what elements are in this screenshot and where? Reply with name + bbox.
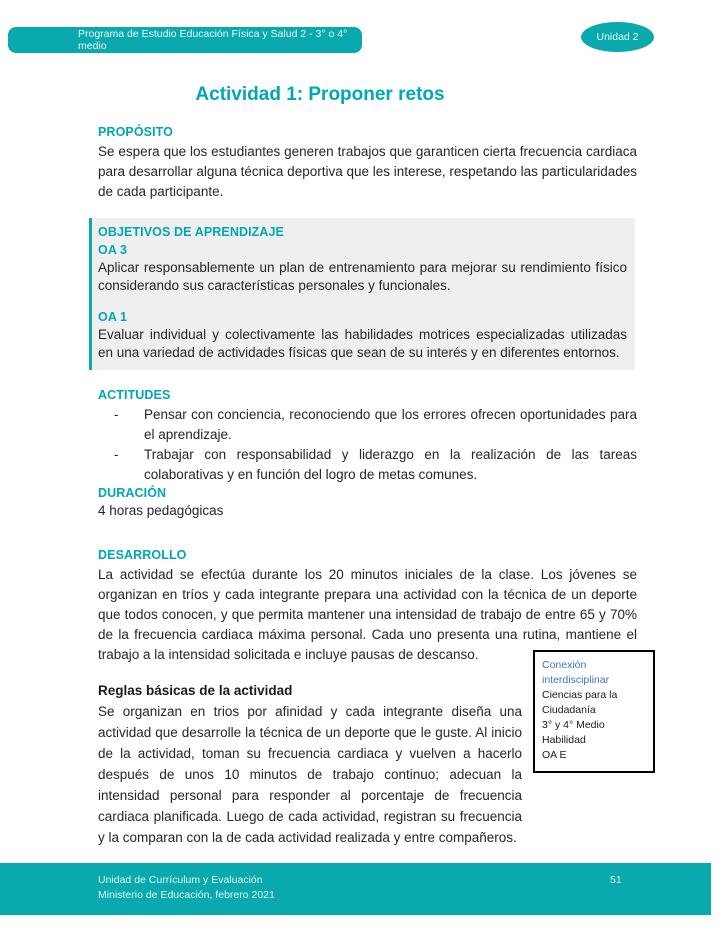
actitud-text: Pensar con conciencia, reconociendo que los errores ofrecen oportunidades para el aprendizaje. — [144, 407, 637, 442]
conexion-title: Conexión interdisciplinar — [542, 659, 610, 686]
header-program-label: Programa de Estudio Educación Física y Salud 2 - 3° o 4° medio — [78, 28, 348, 52]
header-unit-label: Unidad 2 — [596, 31, 639, 43]
footer-org-line1: Unidad de Currículum y Evaluación — [98, 874, 263, 886]
desarrollo-text: La actividad se efectúa durante los 20 minutos iniciales de la clase. Los jóvenes se organizan en tríos y cada integrante prepara una actividad con la técnica de un deporte que todos conocen, y que permita mantener una intensidad de trabajo de entre 65 y 70% de la frecuencia cardiaca máxima personal. Cada uno presenta una rutina, mantiene el trabajo a la intensidad solicitada e incluye pausas de descanso. — [98, 567, 637, 662]
actitudes-heading: ACTITUDES — [98, 388, 171, 402]
page-number: 51 — [610, 874, 622, 886]
footer-org — [98, 873, 275, 902]
actitud-text: Trabajar con responsabilidad y liderazgo en la realización de las tareas colaborativas y en función del logro de metas comunes. — [144, 447, 637, 482]
objetivo-text: Aplicar responsablemente un plan de entrenamiento para mejorar su rendimiento físico considerando sus características personales y funcionales. — [98, 260, 627, 293]
objetivo-code: OA 1 — [98, 310, 128, 324]
footer-org-line2: Ministerio de Educación, febrero 2021 — [98, 888, 275, 901]
footer-bar — [0, 863, 711, 915]
objetivo-text: Evaluar individual y colectivamente las habilidades motrices especializadas utilizadas en una variedad de actividades físicas que sean de su interés y en diferentes entornos. — [98, 327, 627, 360]
conexion-line: OA E — [542, 749, 567, 761]
duracion-value: 4 horas pedagógicas — [98, 503, 224, 518]
duracion-heading: DURACIÓN — [98, 486, 167, 500]
reglas-text: Se organizan en trios por afinidad y cada integrante diseña una actividad que desarrolle la técnica de un deporte que le guste. Al inicio de la actividad, toman su frecuencia cardiaca y vuelven a hacerlo después de unos 10 minutos de trabajo continuo; adecuan la intensidad personal para responder al porcentaje de frecuencia cardiaca planificada. Luego de cada actividad, registran su frecuencia y la comparan con la de cada actividad realizada y entre compañeros. — [98, 704, 522, 845]
objetivo-code: OA 3 — [98, 243, 128, 257]
conexion-line: Habilidad — [542, 734, 586, 746]
conexion-line: Ciencias para la Ciudadanía — [542, 689, 618, 716]
desarrollo-heading: DESARROLLO — [98, 548, 187, 562]
proposito-heading: PROPÓSITO — [98, 125, 173, 139]
conexion-line: 3° y 4° Medio — [542, 719, 605, 731]
conexion-interdisciplinar-box — [533, 650, 655, 773]
proposito-text: Se espera que los estudiantes generen trabajos que garanticen cierta frecuencia cardiaca para desarrollar alguna técnica deportiva que les interese, respetando las particularidades de cada participante. — [98, 144, 637, 199]
reglas-heading: Reglas básicas de la actividad — [98, 683, 293, 698]
page-title: Actividad 1: Proponer retos — [195, 84, 445, 105]
objetivos-box — [89, 218, 635, 370]
objetivos-heading: OBJETIVOS DE APRENDIZAJE — [98, 225, 284, 239]
list-item — [98, 405, 637, 445]
bullet-marker: - — [114, 447, 119, 462]
list-item — [98, 445, 637, 485]
bullet-marker: - — [114, 407, 119, 422]
